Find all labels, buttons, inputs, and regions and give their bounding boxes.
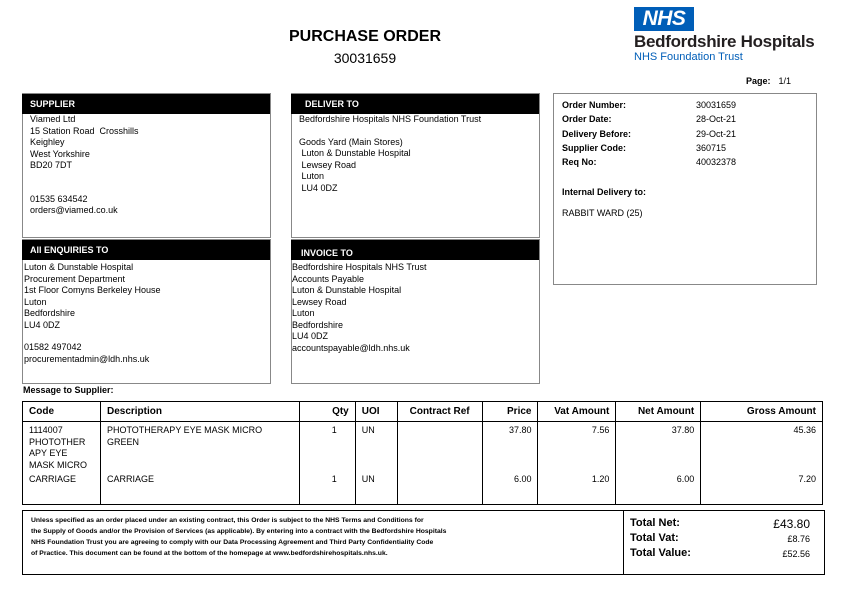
cell-contract-ref [397,471,482,505]
cell-code [23,422,101,472]
document-title: PURCHASE ORDER [288,28,441,45]
text-line: Goods Yard (Main Stores) [299,136,403,147]
total-net-label: Total Net: [630,517,680,529]
invoice-to-address [292,262,427,354]
text-line: 1st Floor Comyns Berkeley House [24,285,161,295]
cell-qty: 1 [299,422,355,472]
text-line: Bedfordshire [292,319,344,330]
totals-panel [623,511,824,574]
text-line: of Practice. This document can be found at the bottom of the homepage at www.bedfordshirehospitals.nhs.uk. [31,550,388,557]
text-line: Luton [292,308,315,318]
supplier-code-value: 360715 [696,143,727,153]
text-line: CARRIAGE [106,474,154,484]
col-vat-amount: Vat Amount [538,402,616,422]
cell-net: 6.00 [616,471,701,505]
text-line: accountspayable@ldh.nhs.uk [292,342,410,353]
cell-contract-ref [397,422,482,472]
trust-subtitle: NHS Foundation Trust [634,51,743,63]
cell-price: 37.80 [482,422,538,472]
text-line: PHOTOTHERAPY EYE MASK MICRO [106,425,263,435]
cell-description [100,422,299,472]
text-line: orders@viamed.co.uk [30,205,118,215]
text-line: 15 Station Road Crosshills [30,125,139,136]
table-row [23,471,823,505]
cell-vat: 1.20 [538,471,616,505]
delivery-before-label: Delivery Before: [562,129,632,139]
order-lines-table [22,401,823,505]
text-line: Luton [24,296,47,307]
text-line: Bedfordshire [24,308,76,318]
req-no-label: Req No: [562,157,597,167]
cell-net: 37.80 [616,422,701,472]
cell-gross: 7.20 [701,471,823,505]
text-line [299,126,481,137]
col-net-amount: Net Amount [616,402,701,422]
deliver-to-header: DELIVER TO [291,94,539,114]
col-code: Code [23,402,101,422]
message-to-supplier-label: Message to Supplier: [23,385,114,395]
supplier-code-label: Supplier Code: [562,143,627,153]
order-date-label: Order Date: [562,114,612,124]
total-value-value: £52.56 [782,549,810,559]
page-indicator [746,76,791,86]
text-line: 01582 497042 [24,342,82,352]
text-line: LU4 0DZ [299,182,338,193]
text-line [30,183,139,194]
text-line: Lewsey Road [292,296,347,307]
cell-gross: 45.36 [701,422,823,472]
enquiries-address [24,262,161,365]
col-uoi: UOI [355,402,397,422]
text-line: the Supply of Goods and/or the Provision of Services (as applicable). By entering into a contract with the Bedfordshire Hospitals [31,528,447,535]
cell-uoi: UN [355,422,397,472]
internal-delivery-value: RABBIT WARD (25) [562,208,643,218]
text-line: LU4 0DZ [292,331,329,341]
text-line: MASK MICRO [29,459,88,470]
text-line: Procurement Department [24,273,126,284]
req-no-value: 40032378 [696,157,737,167]
text-line: CARRIAGE [29,474,77,484]
text-line: APY EYE [29,448,68,458]
col-description: Description [100,402,299,422]
enquiries-header: All ENQUIRIES TO [22,240,270,260]
nhs-logo-mark: NHS [634,7,694,31]
text-line: PHOTOTHER [29,436,86,447]
page-value: 1/1 [778,76,792,86]
text-line: Bedfordshire Hospitals NHS Foundation Trust [299,114,482,124]
text-line: 01535 634542 [30,193,88,204]
order-number-label: Order Number: [562,100,627,110]
order-number-value: 30031659 [696,100,737,110]
cell-uoi: UN [355,471,397,505]
text-line: Viamed Ltd [30,114,76,124]
cell-description [100,471,299,505]
text-line: GREEN [106,436,139,447]
footer-box [22,510,825,575]
text-line: Luton & Dunstable Hospital [299,148,411,158]
supplier-header: SUPPLIER [22,94,270,114]
text-line: NHS Foundation Trust you are agreeing to comply with our Data Processing Agreement and Third Party Confidentiality Code [31,539,434,546]
total-value-label: Total Value: [630,547,691,559]
text-line: Keighley [30,137,65,147]
text-line [30,172,139,183]
text-line: West Yorkshire [30,148,90,159]
order-date-value: 28-Oct-21 [696,114,737,124]
page-label: Page: [746,76,771,86]
table-header-row [23,402,823,422]
trust-name: Bedfordshire Hospitals [634,32,815,51]
cell-code [23,471,101,505]
table-row [23,422,823,472]
cell-qty: 1 [299,471,355,505]
deliver-to-address [299,114,481,194]
text-line: BD20 7DT [30,160,73,170]
order-info-box [553,93,817,285]
col-gross-amount: Gross Amount [701,402,823,422]
text-line: Lewsey Road [299,159,357,170]
total-vat-value: £8.76 [787,534,810,544]
text-line: LU4 0DZ [24,319,61,330]
total-vat-label: Total Vat: [630,532,679,544]
text-line: Luton [299,171,325,181]
text-line: Luton & Dunstable Hospital [24,262,134,272]
terms-and-conditions [31,516,531,560]
supplier-address [30,114,139,217]
internal-delivery-label: Internal Delivery to: [562,187,647,197]
text-line: Accounts Payable [292,273,365,284]
text-line [24,331,161,342]
delivery-before-value: 29-Oct-21 [696,129,737,139]
total-net-value: £43.80 [773,517,810,531]
col-price: Price [482,402,538,422]
text-line: Bedfordshire Hospitals NHS Trust [292,262,427,272]
cell-price: 6.00 [482,471,538,505]
col-contract-ref: Contract Ref [397,402,482,422]
invoice-to-header: INVOICE TO [291,240,539,260]
col-qty: Qty [299,402,355,422]
cell-vat: 7.56 [538,422,616,472]
document-number: 30031659 [333,50,397,66]
text-line: Unless specified as an order placed under an existing contract, this Order is subject to the NHS Terms and Conditions for [31,517,424,524]
text-line: Luton & Dunstable Hospital [292,285,402,295]
text-line: procurementadmin@ldh.nhs.uk [24,353,150,364]
text-line: 1114007 [29,425,63,435]
